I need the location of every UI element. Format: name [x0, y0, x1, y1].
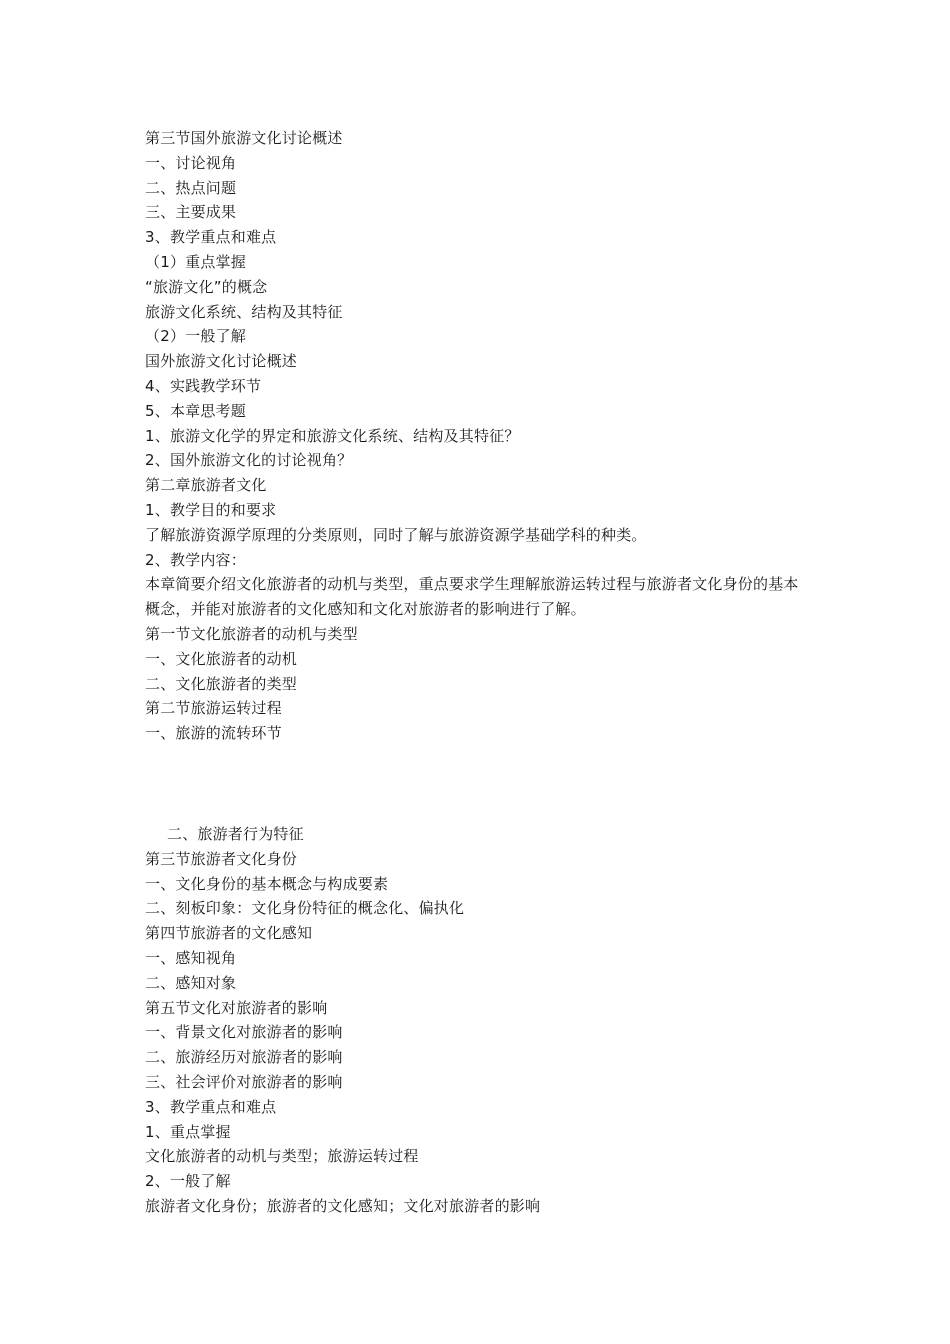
subheading: 3、教学重点和难点	[145, 1097, 277, 1116]
text-line: 旅游者文化身份；旅游者的文化感知；文化对旅游者的影响	[145, 1196, 541, 1215]
list-item: 二、刻板印象：文化身份特征的概念化、偏执化	[145, 899, 465, 918]
text-line: 旅游文化系统、结构及其特征	[145, 302, 343, 321]
subheading: 1、重点掌握	[145, 1122, 231, 1141]
list-item: 一、背景文化对旅游者的影响	[145, 1023, 343, 1042]
section-heading: 第三节国外旅游文化讨论概述	[145, 129, 343, 147]
subheading: 3、教学重点和难点	[145, 228, 277, 247]
text-line: 国外旅游文化讨论概述	[145, 352, 298, 371]
list-item: 二、感知对象	[145, 973, 237, 992]
section-heading: 第二节旅游运转过程	[145, 699, 282, 718]
text-block-lower	[145, 822, 825, 1219]
paragraph: 本章简要介绍文化旅游者的动机与类型，重点要求学生理解旅游运转过程与旅游者文化身份的基本概念，并能对旅游者的文化感知和文化对旅游者的影响进行了解。	[145, 575, 799, 619]
chapter-heading: 第二章旅游者文化	[145, 476, 267, 495]
list-item: 三、社会评价对旅游者的影响	[145, 1072, 343, 1091]
list-item: 一、感知视角	[145, 948, 237, 967]
text-line: 文化旅游者的动机与类型；旅游运转过程	[145, 1147, 419, 1166]
list-item: 三、主要成果	[145, 203, 237, 222]
subheading: 5、本章思考题	[145, 401, 246, 420]
section-heading: 第五节文化对旅游者的影响	[145, 998, 328, 1017]
question-item: 1、旅游文化学的界定和旅游文化系统、结构及其特征？	[145, 426, 520, 445]
list-item: 一、文化身份的基本概念与构成要素	[145, 874, 389, 893]
subheading: 2、一般了解	[145, 1172, 231, 1191]
section-heading: 第四节旅游者的文化感知	[145, 924, 313, 943]
section-heading: 第一节文化旅游者的动机与类型	[145, 624, 358, 643]
subheading: （1）重点掌握	[145, 252, 246, 271]
subheading: 1、教学目的和要求	[145, 500, 277, 519]
list-item: 二、文化旅游者的类型	[145, 674, 298, 693]
list-item: 一、文化旅游者的动机	[145, 649, 298, 668]
question-item: 2、国外旅游文化的讨论视角？	[145, 451, 353, 470]
list-item: 二、热点问题	[145, 178, 237, 197]
list-item: 二、旅游经历对旅游者的影响	[145, 1048, 343, 1067]
subheading: 4、实践教学环节	[145, 376, 262, 395]
list-item: 一、旅游的流转环节	[145, 724, 282, 743]
subheading: 2、教学内容：	[145, 550, 246, 569]
subheading: （2）一般了解	[145, 327, 246, 346]
list-item: 一、讨论视角	[145, 153, 237, 172]
text-block-upper	[145, 126, 825, 746]
list-item: 二、旅游者行为特征	[167, 825, 304, 843]
paragraph: 了解旅游资源学原理的分类原则，同时了解与旅游资源学基础学科的种类。	[145, 525, 647, 544]
section-heading: 第三节旅游者文化身份	[145, 849, 298, 868]
text-line: “旅游文化”的概念	[145, 277, 268, 296]
